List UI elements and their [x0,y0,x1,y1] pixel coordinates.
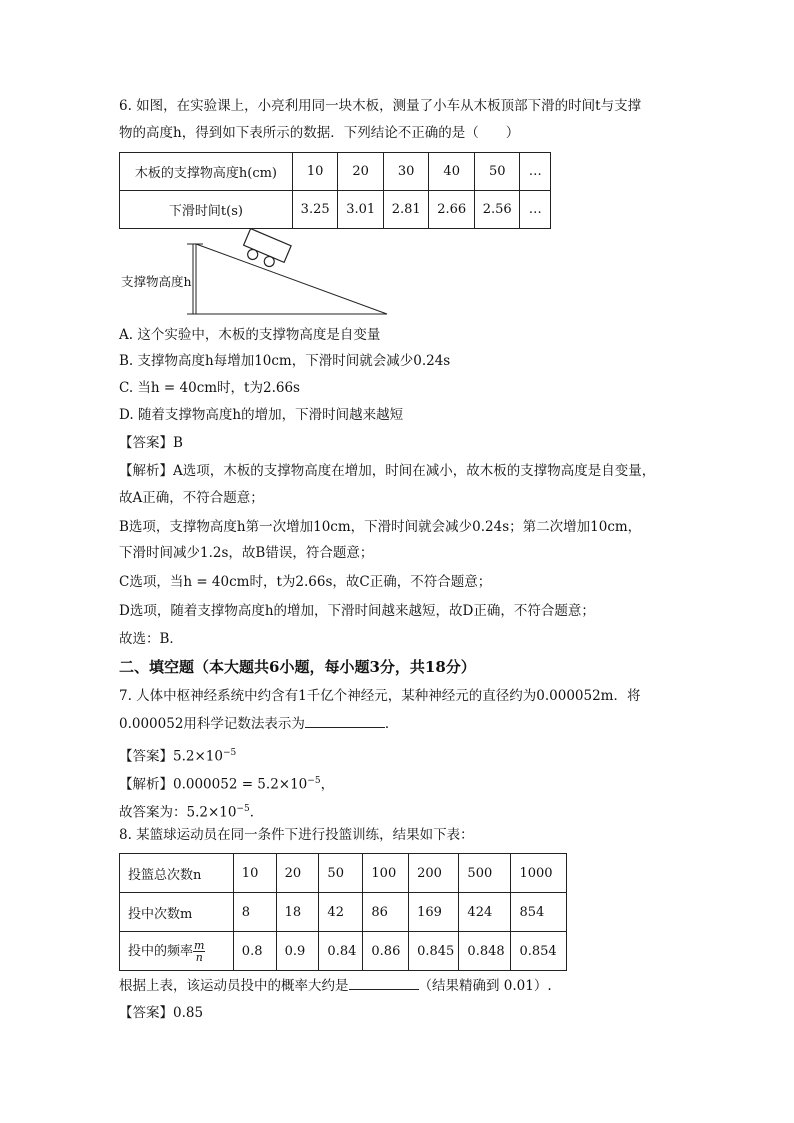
table-cell: 40 [429,153,475,191]
q6-stem-line2: 物的高度h，得到如下表所示的数据．下列结论不正确的是（ ） [119,125,520,141]
conclusion-mantissa: 5.2×10 [186,804,237,821]
q8-question-text: 根据上表，该运动员投中的概率大约是 [119,978,349,994]
conclusion-label: 故答案为： [119,804,187,821]
q6-analysis-line: C选项，当h = 40cm时，t为2.66s，故C正确，不符合题意； [119,574,492,590]
answer-blank [349,975,419,990]
table-cell: 10 [292,153,338,191]
table-cell: 1000 [511,854,567,893]
table-row [120,854,567,893]
conclusion-end: ． [249,804,264,821]
q7-answer [119,743,236,767]
q8-question-note: （结果精确到 0.01）. [418,978,552,994]
table-cell: 30 [383,153,429,191]
frequency-label: 投中的频率 [128,943,194,959]
table-cell: 0.845 [409,932,459,971]
table-cell: 8 [233,893,276,932]
q6-analysis-line: 下滑时间减少1.2s，故B错误，符合题意； [119,545,374,561]
table-cell: … [520,191,551,229]
q8-answer: 【答案】0.85 [119,1005,204,1021]
q6-analysis-line: 故选：B． [119,631,183,647]
table-cell: … [520,153,551,191]
table-cell: 200 [409,854,459,893]
table-cell: 2.56 [474,191,520,229]
q6-stem-line1: 6. 如图，在实验课上，小亮利用同一块木板，测量了小车从木板顶部下滑的时间t与支撑 [119,98,642,114]
q7-analysis [119,771,334,795]
table-cell: 10 [233,854,276,893]
table-header-cell [120,932,234,971]
table-row [120,191,551,229]
table-cell: 0.86 [363,932,409,971]
fraction-m-over-n [193,940,205,963]
table-cell: 20 [276,854,319,893]
q7-stem-line2 [119,713,398,734]
q7-conclusion [119,799,263,823]
answer-label: 【答案】 [119,748,173,765]
fraction-numerator: m [194,938,205,952]
q6-option-a: A. 这个实验中，木板的支撑物高度是自变量 [119,327,381,343]
table-header-cell: 投篮总次数n [120,854,234,893]
table-cell: 50 [319,854,363,893]
q6-answer: 【答案】B [119,435,183,451]
q7-stem-end: ． [384,716,399,732]
table-row [120,932,567,971]
cart-icon [240,229,291,272]
analysis-exponent: −5 [307,776,321,786]
table-cell: 3.25 [292,191,338,229]
table-cell: 18 [276,893,319,932]
table-cell: 500 [459,854,511,893]
q8-question [119,975,552,996]
q6-option-b: B. 支撑物高度h每增加10cm，下滑时间就会减少0.24s [119,353,451,369]
table-cell: 854 [511,893,567,932]
answer-mantissa: 5.2×10 [173,748,223,765]
table-cell: 0.8 [233,932,276,971]
table-row [120,153,551,191]
ramp-triangle [196,244,387,314]
q6-analysis-line: B选项，支撑物高度h第一次增加10cm，下滑时间就会减少0.24s；第二次增加10cm， [119,519,642,535]
q6-analysis-line: 故A正确，不符合题意； [119,490,264,506]
q7-stem-line1: 7. 人体中枢神经系统中约含有1千亿个神经元，某种神经元的直径约为0.000052m．将 [119,688,641,704]
table-row [120,893,567,932]
table-cell: 169 [409,893,459,932]
q6-data-table [119,152,551,229]
fraction-denominator: n [195,950,203,964]
table-cell: 86 [363,893,409,932]
table-cell: 424 [459,893,511,932]
q6-option-d: D. 随着支撑物高度h的增加，下滑时间越来越短 [119,407,404,423]
analysis-tail: ， [320,776,335,793]
conclusion-exponent: −5 [236,804,250,814]
answer-exponent: −5 [222,748,237,758]
table-cell: 0.84 [319,932,363,971]
section-heading: 二、填空题（本大题共6小题，每小题3分，共18分） [119,658,476,676]
q8-stem: 8. 某篮球运动员在同一条件下进行投篮训练，结果如下表： [119,827,474,843]
table-cell: 0.848 [459,932,511,971]
table-cell: 100 [363,854,409,893]
table-cell: 0.9 [276,932,319,971]
table-cell: 2.66 [429,191,475,229]
analysis-label: 【解析】 [119,776,173,793]
table-header-cell: 下滑时间t(s) [120,191,293,229]
q6-analysis-line: D选项，随着支撑物高度h的增加，下滑时间越来越短，故D正确，不符合题意； [119,603,595,619]
table-header-cell: 投中次数m [120,893,234,932]
answer-blank [305,713,385,728]
table-cell: 3.01 [338,191,384,229]
q8-data-table [119,853,567,971]
q7-stem-text: 0.000052用科学记数法表示为 [119,716,305,732]
table-cell: 42 [319,893,363,932]
q6-option-c: C. 当h = 40cm时，t为2.66s [119,380,300,396]
q6-analysis-line: 【解析】A选项，木板的支撑物高度在增加，时间在减小，故木板的支撑物高度是自变量， [119,463,656,479]
analysis-expression: 0.000052 = 5.2×10 [173,776,308,793]
table-cell: 50 [474,153,520,191]
table-cell: 0.854 [511,932,567,971]
figure-height-label: 支撑物高度h [121,274,192,289]
table-header-cell: 木板的支撑物高度h(cm) [120,153,293,191]
table-cell: 2.81 [383,191,429,229]
table-cell: 20 [338,153,384,191]
